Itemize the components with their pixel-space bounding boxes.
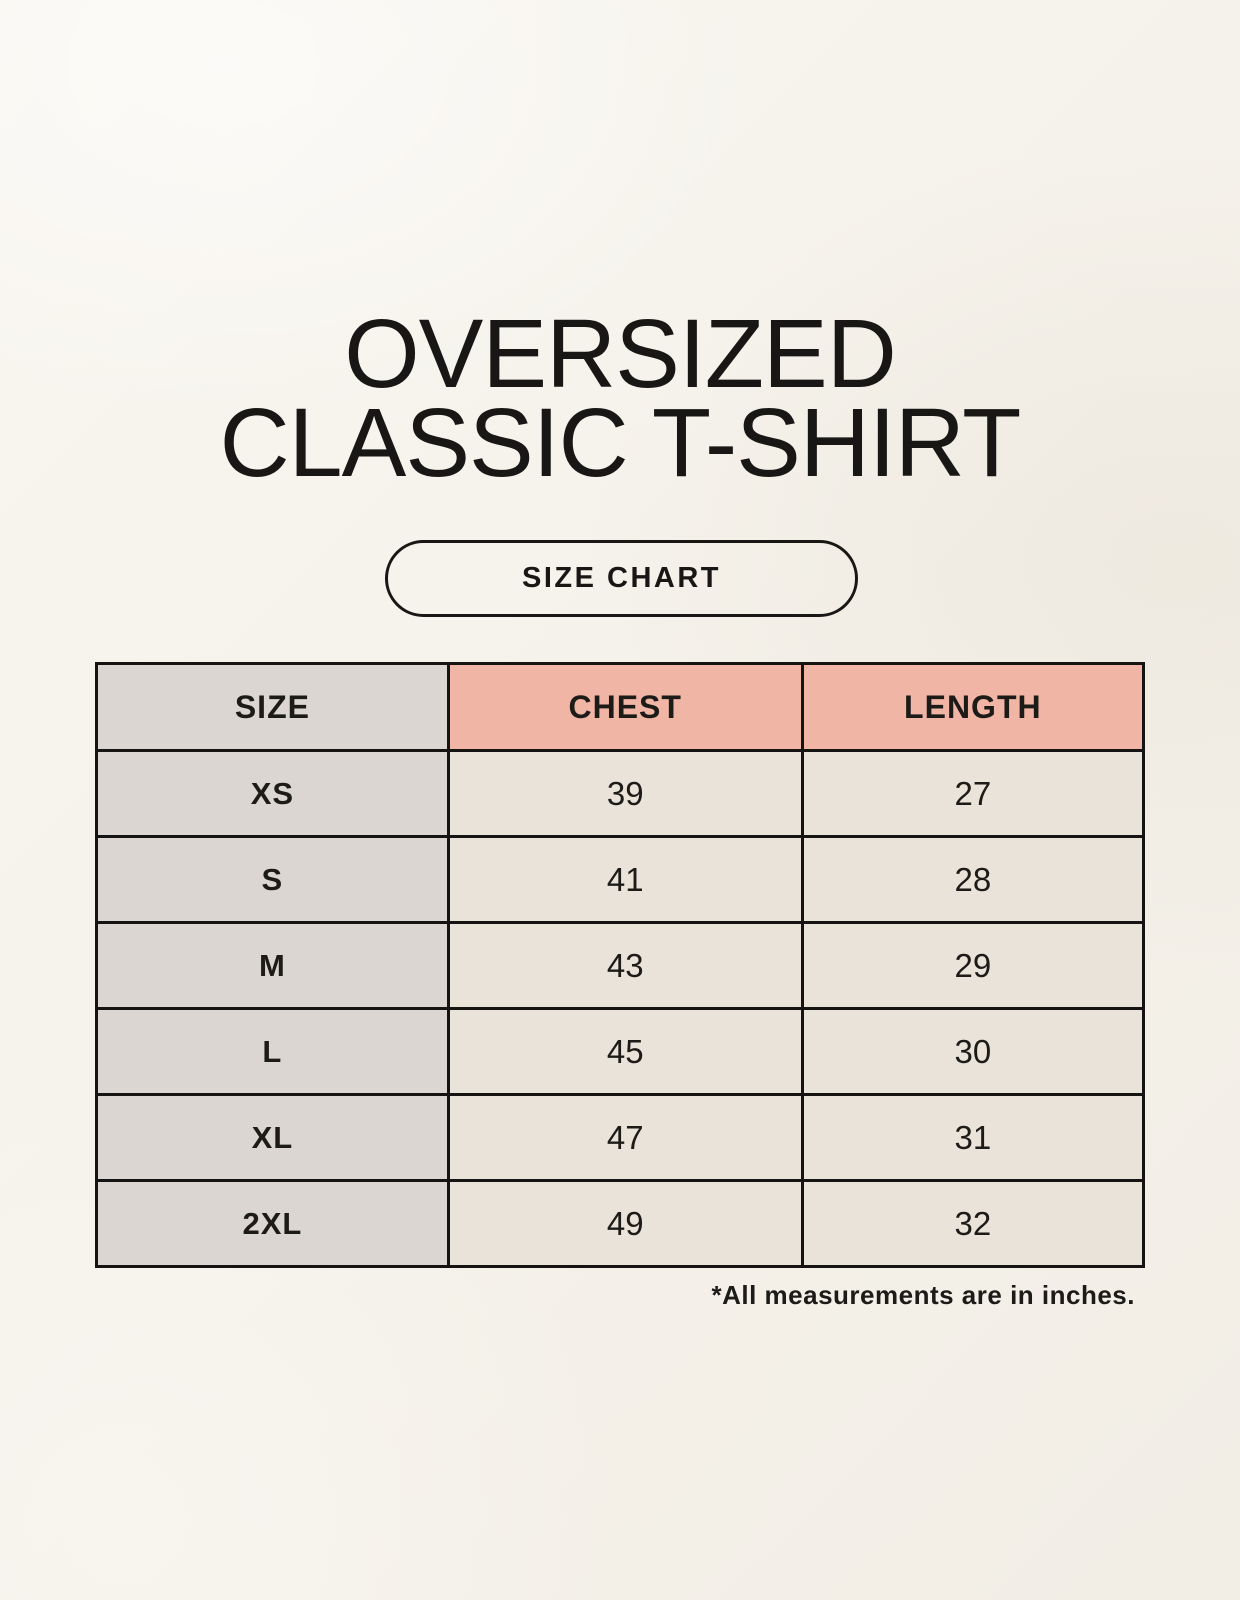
table-row-m — [97, 923, 1144, 1009]
product-title-line-1: OVERSIZED — [344, 299, 896, 408]
length-value-s: 28 — [802, 837, 1143, 923]
length-value-2xl: 32 — [802, 1181, 1143, 1267]
table-row-l — [97, 1009, 1144, 1095]
table-row-xl — [97, 1095, 1144, 1181]
chest-value-s: 41 — [448, 837, 802, 923]
column-header-chest: CHEST — [448, 664, 802, 751]
column-header-length: LENGTH — [802, 664, 1143, 751]
size-chart-button-label: SIZE CHART — [522, 562, 721, 594]
length-value-l: 30 — [802, 1009, 1143, 1095]
measurements-footnote: *All measurements are in inches. — [711, 1280, 1135, 1310]
chest-value-2xl: 49 — [448, 1181, 802, 1267]
size-chart-table — [95, 662, 1145, 1268]
size-label-l: L — [97, 1009, 449, 1095]
size-label-s: S — [97, 837, 449, 923]
size-label-m: M — [97, 923, 449, 1009]
chest-value-m: 43 — [448, 923, 802, 1009]
length-value-xl: 31 — [802, 1095, 1143, 1181]
length-value-xs: 27 — [802, 751, 1143, 837]
size-label-xl: XL — [97, 1095, 449, 1181]
table-header-row — [97, 664, 1144, 751]
table-row-xs — [97, 751, 1144, 837]
size-chart-button[interactable] — [385, 540, 858, 617]
product-title — [0, 299, 1240, 497]
size-label-2xl: 2XL — [97, 1181, 449, 1267]
product-title-line-2: CLASSIC T-SHIRT — [219, 388, 1021, 497]
column-header-size: SIZE — [97, 664, 449, 751]
chest-value-l: 45 — [448, 1009, 802, 1095]
chest-value-xl: 47 — [448, 1095, 802, 1181]
length-value-m: 29 — [802, 923, 1143, 1009]
table-row-2xl — [97, 1181, 1144, 1267]
chest-value-xs: 39 — [448, 751, 802, 837]
size-label-xs: XS — [97, 751, 449, 837]
table-row-s — [97, 837, 1144, 923]
